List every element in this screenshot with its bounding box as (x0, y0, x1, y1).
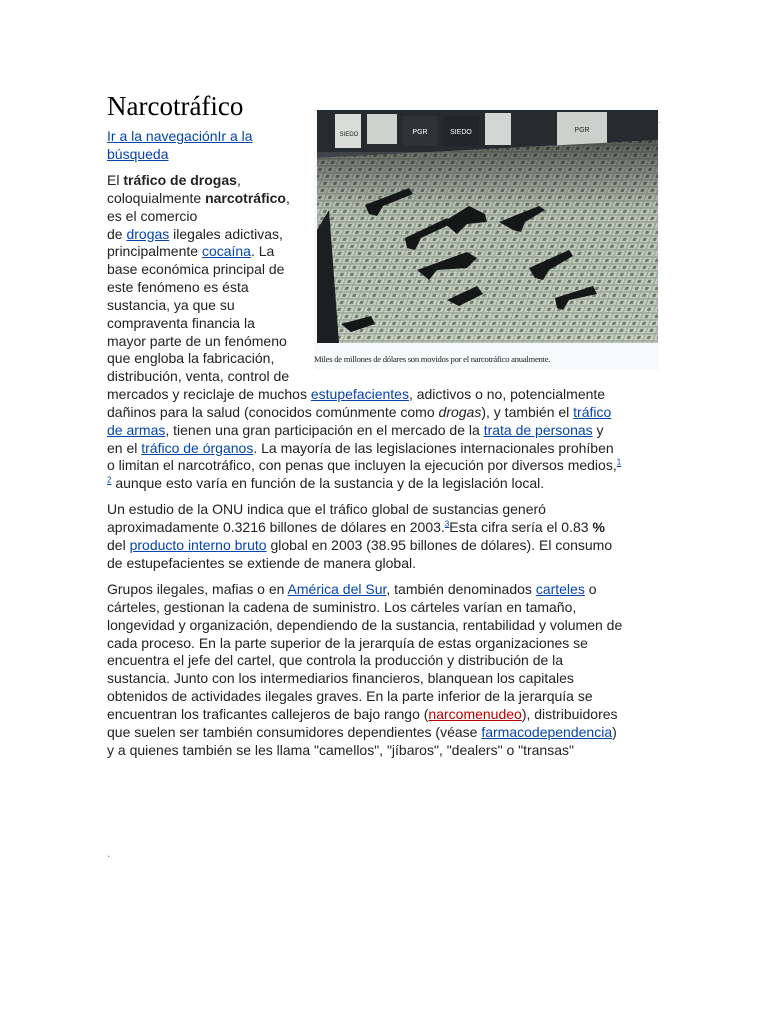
nav-link-line-1[interactable]: Ir a la navegaciónIr a la (107, 128, 253, 144)
term-trafico-de-drogas: tráfico de drogas (123, 172, 237, 188)
term-narcotrafico: narcotráfico (205, 189, 286, 206)
figure-caption: Miles de millones de dólares son movidos por el narcotráfico anualmente. (314, 354, 551, 364)
badge-text-3: SIEDO (450, 129, 472, 136)
link-trafico-de-organos[interactable]: tráfico de órganos (141, 439, 254, 456)
link-narcomenudeo[interactable]: narcomenudeo (428, 705, 522, 722)
money-and-weapons-photo[interactable] (317, 110, 658, 343)
link-america-del-sur[interactable]: América del Sur (287, 581, 387, 597)
link-drogas[interactable]: drogas (126, 225, 170, 242)
link-estupefacientes[interactable]: estupefacientes (310, 386, 409, 402)
footer-dot: . (107, 846, 111, 860)
paragraph-2: Un estudio de la ONU indica que el tráfico global de sustancias generó aproximadamente 0.3216 billones de dólares en 2003.$^3$Esta cifra sería el 0.83 % del producto interno bruto global en 2003 (38.95 billones de dólares). El consumo de estupefacientes se extiende de manera global. (107, 501, 613, 571)
paragraph-1-lower: mercados y reciclaje de muchos estupefacientes, adictivos o no, potencialmente dañinos para la salud (conocidos comúnmente como drogas), y también el tráfico de armas, tienen una gran participación en el mercado de la trata de personas y en el tráfico de órganos. La mayoría de las legislaciones internacionales prohíben o limitan el narcotráfico, con penas que incluyen la ejecución por diversos medios,$^1$ $^2$ aunque esto varía en función de la sustancia y de la legislación local. (107, 386, 622, 492)
link-cocaina[interactable]: cocaína (201, 243, 251, 260)
link-trafico-de-armas-1[interactable]: tráfico (573, 403, 612, 420)
reference-3[interactable]: 3 (444, 519, 450, 529)
link-trafico-de-armas-2[interactable]: de armas (107, 421, 166, 438)
reference-2[interactable]: 2 (107, 475, 112, 485)
article-figure (314, 109, 659, 370)
agency-poster (335, 114, 361, 148)
paragraph-1-upper: El tráfico de drogas, coloquialmente narcotráfico, es el comercio de drogas ilegales adictivas, principalmente cocaína. La base económica principal de este fenómeno es ésta sustancia, ya que su compraventa financia la mayor parte de un fenómeno que engloba la fabricación, distribución, venta, control de (107, 172, 290, 385)
badge-text-4: PGR (574, 127, 590, 134)
reference-1[interactable]: 1 (616, 457, 622, 467)
link-carteles[interactable]: carteles (535, 581, 585, 597)
badge-text-1: SIEDO (339, 132, 359, 138)
link-trata-de-personas[interactable]: trata de personas (483, 421, 593, 438)
article-title: Narcotráfico (107, 91, 244, 121)
badge-text-2: PGR (412, 129, 428, 136)
link-farmacodependencia[interactable]: farmacodependencia (481, 723, 613, 740)
link-producto-interno-bruto[interactable]: producto interno bruto (129, 536, 267, 553)
paragraph-3: Grupos ilegales, mafias o en América del Sur, también denominados carteles o cárteles, gestionan la cadena de suministro. Los cárteles varían en tamaño, longevidad y organización, dependiendo de la sustancia, rentabilidad y volumen de cada proceso. En la parte superior de la jerarquía de estas organizaciones se encuentra el jefe del cartel, que controla la producción y distribución de la sustancia. Junto con los intermediarios financieros, blanquean los capitales obtenidos de actividades ilegales graves. En la parte inferior de la jerarquía se encuentran los traficantes callejeros de bajo rango (narcomenudeo), distribuidores que suelen ser también consumidores dependientes (véase farmacodependencia) y a quienes también se les llama "camellos", "jíbaros", "dealers" o "transas" (107, 581, 623, 758)
nav-links (107, 128, 282, 164)
nav-link-line-2[interactable]: búsqueda (107, 145, 169, 162)
